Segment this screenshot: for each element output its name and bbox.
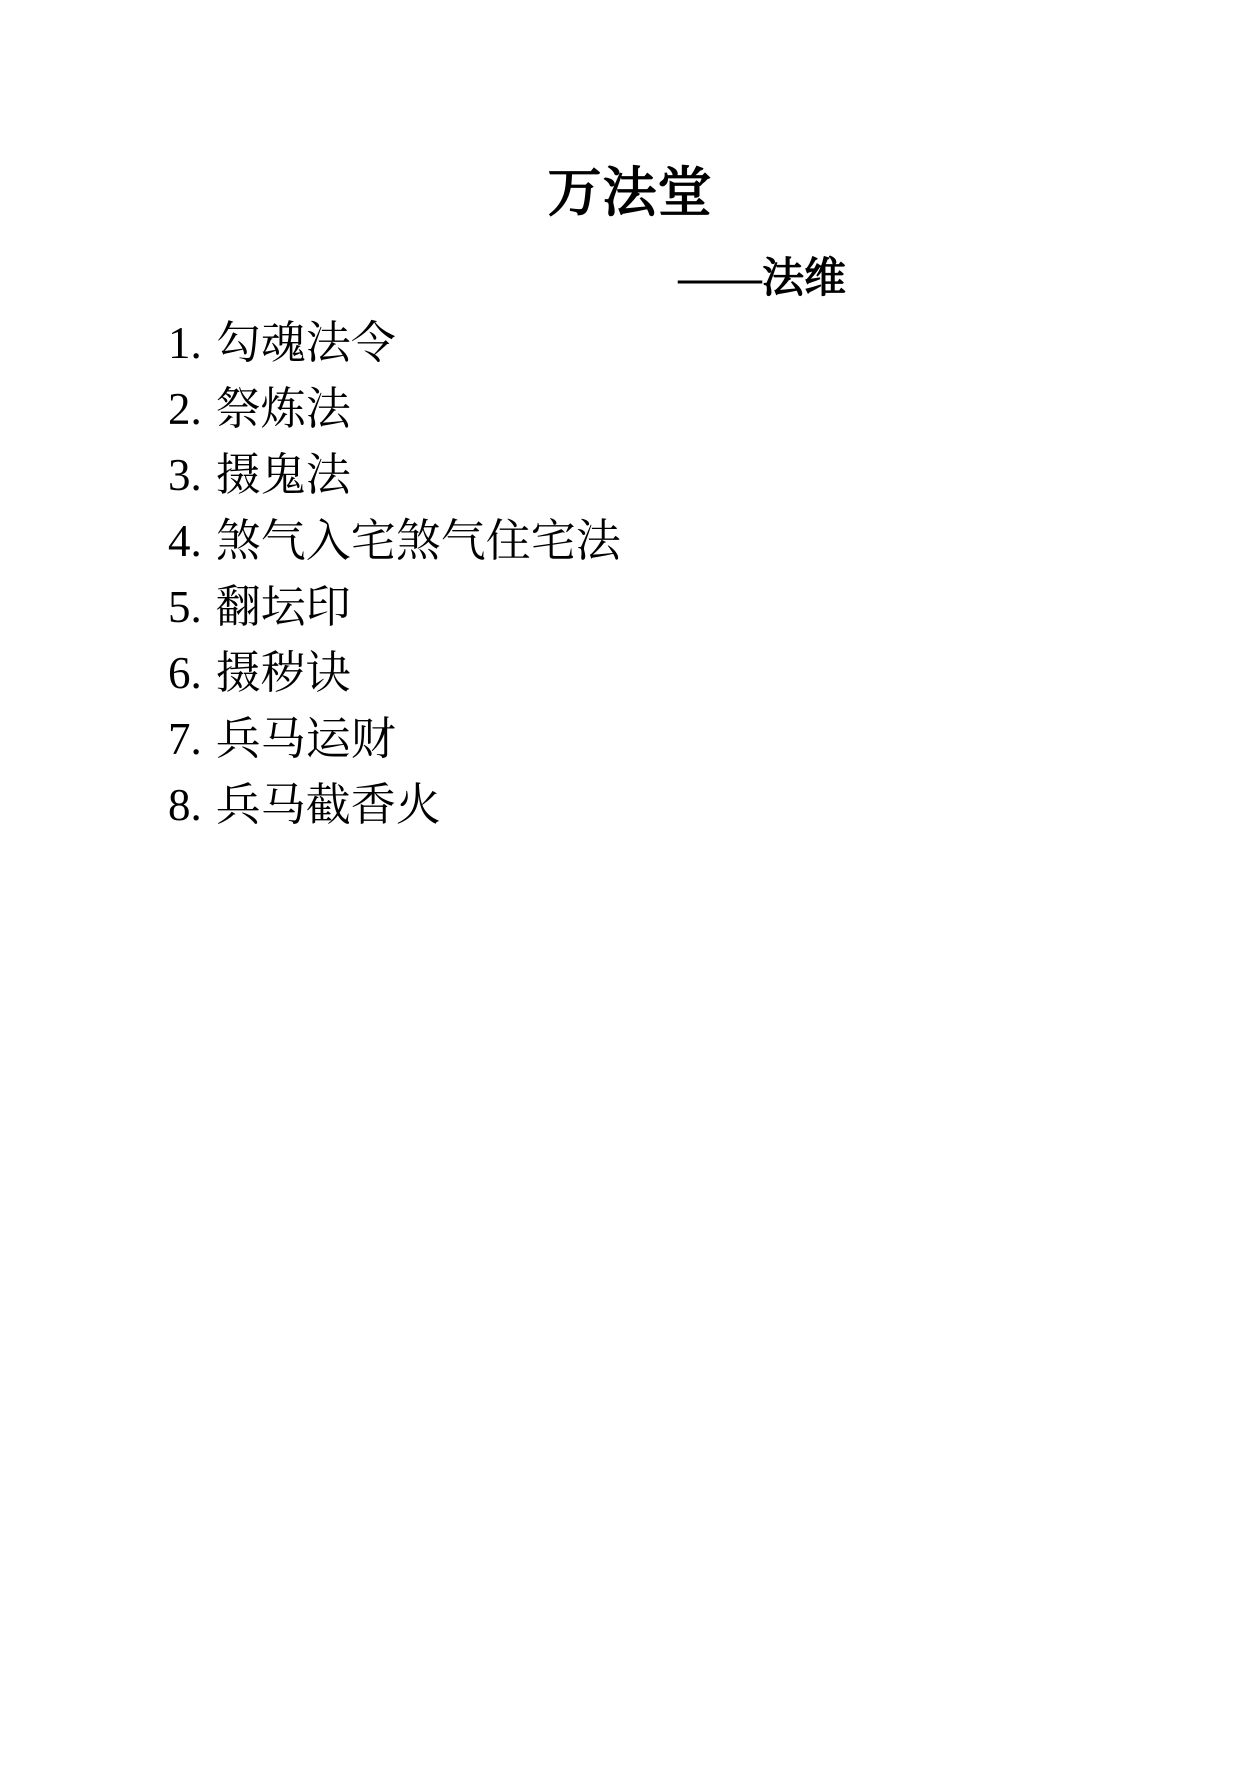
list-item — [168, 574, 1260, 640]
list-item-text: 煞气入宅煞气住宅法 — [215, 516, 621, 566]
list-item-number: 2. — [168, 384, 202, 434]
list-item — [168, 376, 1260, 442]
list-item — [168, 442, 1260, 508]
list-item — [168, 772, 1260, 838]
list-item-text: 摄秽诀 — [215, 648, 351, 698]
list-item — [168, 706, 1260, 772]
list-item-number: 1. — [168, 318, 202, 368]
list-item-text: 摄鬼法 — [215, 450, 351, 500]
page-title: 万法堂 — [547, 163, 713, 223]
byline: ——法维 — [678, 256, 847, 302]
list-item-text: 兵马截香火 — [215, 780, 441, 830]
list-item — [168, 508, 1260, 574]
list-item-number: 8. — [168, 780, 202, 830]
list-item-text: 祭炼法 — [215, 384, 351, 434]
list-item-text: 勾魂法令 — [215, 318, 396, 368]
list-item — [168, 640, 1260, 706]
list-item-number: 5. — [168, 582, 202, 632]
list-item — [168, 310, 1260, 376]
list-item-number: 6. — [168, 648, 202, 698]
list-item-number: 4. — [168, 516, 202, 566]
list-item-text: 兵马运财 — [215, 714, 396, 764]
list-item-number: 3. — [168, 450, 202, 500]
methods-list — [0, 310, 1260, 838]
list-item-text: 翻坛印 — [215, 582, 351, 632]
list-item-number: 7. — [168, 714, 202, 764]
